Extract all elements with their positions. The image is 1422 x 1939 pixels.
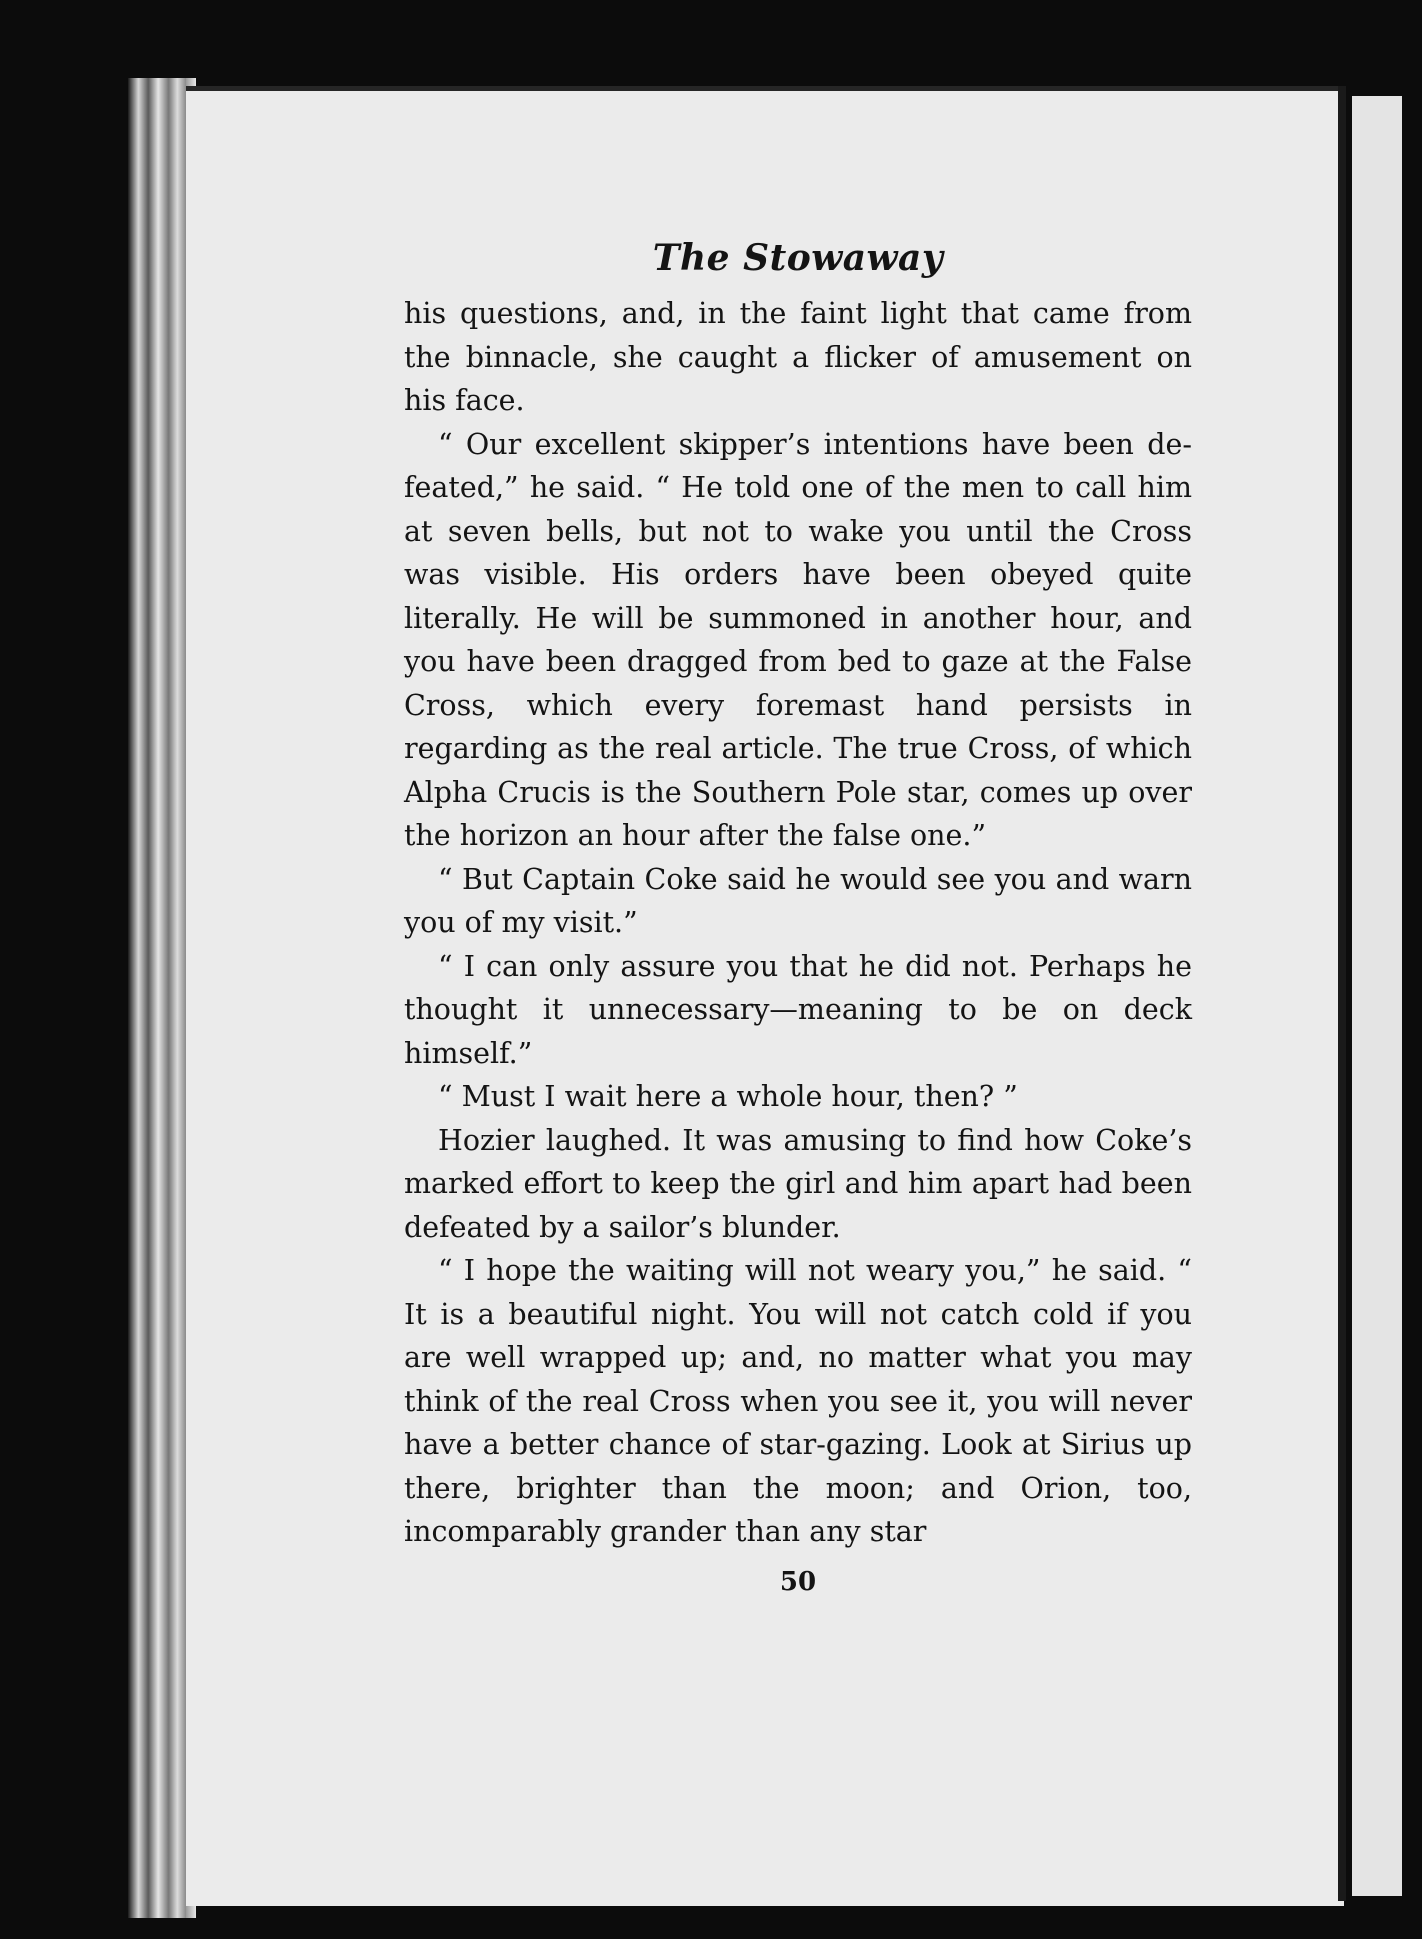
adjacent-page-edge <box>1402 96 1422 1896</box>
page-right-edge <box>1338 86 1346 1901</box>
paragraph: his questions, and, in the faint light that came from the binnacle, she caught a flicker of amusement on his face. <box>404 297 1192 417</box>
paragraph: “ I hope the waiting will not weary you,” he said. “ It is a beautiful night. You will not catch cold if you are well wrapped up; and, no matter what you may think of the real Cross when you see it, you will never have a better chance of star-gazing. Look at Sirius up there, brighter than the moon; and Orion, too, incomparably grander than any star <box>404 1254 1192 1548</box>
book-binding-edge <box>128 78 186 1918</box>
page-number: 50 <box>779 1566 817 1597</box>
paragraph: “ But Captain Coke said he would see you and warn you of my visit.” <box>404 862 1192 939</box>
paragraph: “ I can only assure you that he did not. Perhaps he thought it unnecessary—meaning to be on deck himself.” <box>404 949 1192 1070</box>
paragraph: “ Our excellent skipper’s intentions have been de-feated,” he said. “ He told one of the men to call him at seven bells, but not to wake you until the Cross was visible. His orders have been obeyed quite literally. He will be summoned in another hour, and you have been dragged from bed to gaze at the False Cross, which every foremast hand persists in regarding as the real article. The true Cross, of which Alpha Crucis is the Southern Pole star, comes up over the horizon an hour after the false one.” <box>404 427 1192 852</box>
text-block <box>404 230 1192 1600</box>
paragraph: “ Must I wait here a whole hour, then? ” <box>438 1080 1018 1113</box>
adjacent-page-sliver <box>1352 96 1402 1896</box>
paragraph: Hozier laughed. It was amusing to find how Coke’s marked effort to keep the girl and him apart had been defeated by a sailor’s blunder. <box>404 1123 1192 1244</box>
running-head: The Stowaway <box>652 237 944 279</box>
